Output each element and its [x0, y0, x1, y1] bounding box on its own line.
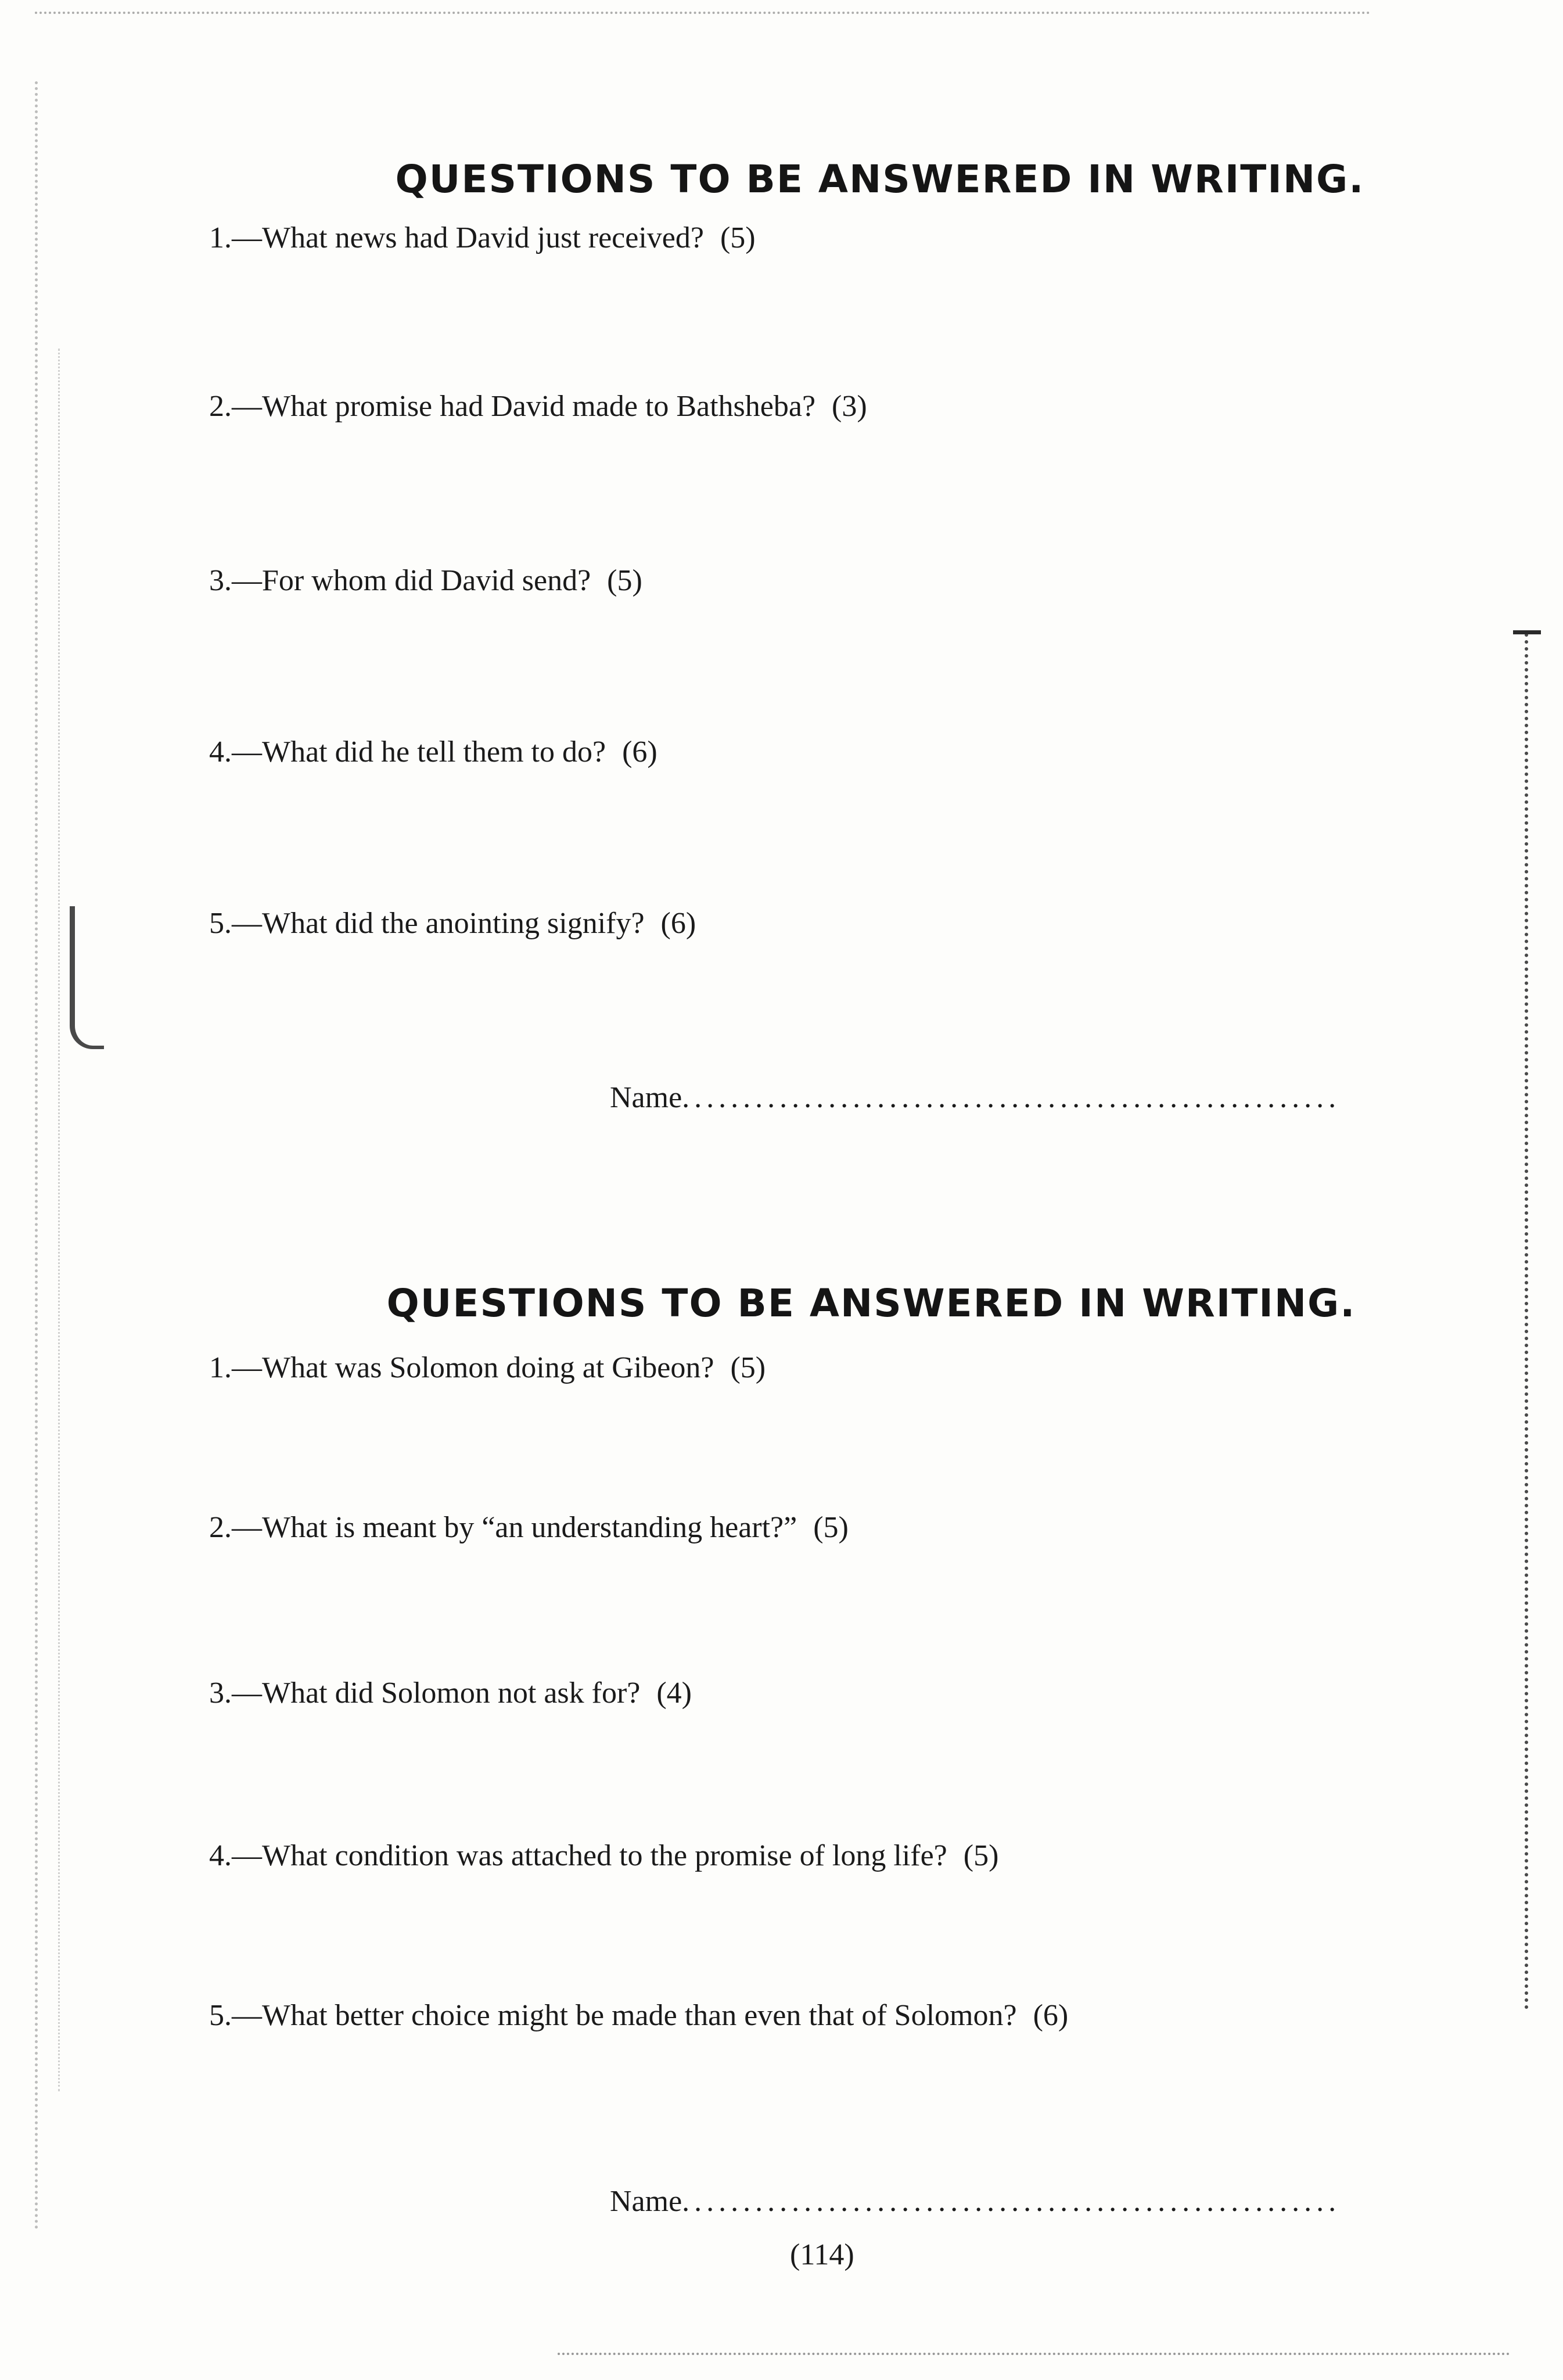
question-number: 5.	[209, 907, 232, 940]
question-item	[209, 221, 756, 255]
question-item	[209, 1676, 692, 1710]
side-margin-line	[1525, 633, 1535, 2010]
question-text: —What is meant by “an understanding heart?”	[232, 1511, 797, 1544]
question-marks: (3)	[832, 390, 867, 423]
name-dots: ......................................................	[682, 2185, 1341, 2218]
question-number: 1.	[209, 1351, 232, 1384]
question-text: —What better choice might be made than even that of Solomon?	[232, 1999, 1017, 2032]
scan-noise-left-inner	[58, 349, 77, 2091]
question-number: 1.	[209, 221, 232, 254]
name-label: Name	[610, 2185, 682, 2218]
question-marks: (5)	[607, 564, 642, 597]
question-number: 5.	[209, 1999, 232, 2032]
question-marks: (6)	[1033, 1999, 1069, 2032]
question-marks: (5)	[963, 1839, 999, 1872]
question-text: —What did he tell them to do?	[232, 735, 606, 769]
question-text: —What did the anointing signify?	[232, 907, 645, 940]
question-item	[209, 1998, 1068, 2033]
question-text: —What news had David just received?	[232, 221, 704, 254]
question-number: 3.	[209, 564, 232, 597]
question-item	[209, 1510, 849, 1545]
section-heading: QUESTIONS TO BE ANSWERED IN WRITING.	[386, 1281, 1356, 1326]
page-number: (114)	[790, 2238, 854, 2271]
question-marks: (6)	[622, 735, 657, 769]
question-number: 4.	[209, 1839, 232, 1872]
question-text: —What was Solomon doing at Gibeon?	[232, 1351, 714, 1384]
question-text: —What promise had David made to Bathsheba?	[232, 390, 816, 423]
bracket-mark	[70, 906, 104, 1049]
question-number: 4.	[209, 735, 232, 769]
question-text: —For whom did David send?	[232, 564, 591, 597]
question-item	[209, 735, 657, 769]
question-item	[209, 389, 867, 423]
question-item	[209, 1351, 766, 1385]
name-line[interactable]	[610, 1080, 1341, 1115]
name-line[interactable]	[610, 2184, 1341, 2219]
question-text: —What did Solomon not ask for?	[232, 1677, 641, 1710]
question-marks: (6)	[660, 907, 696, 940]
question-number: 3.	[209, 1677, 232, 1710]
question-number: 2.	[209, 1511, 232, 1544]
question-item	[209, 1839, 998, 1873]
question-item	[209, 906, 696, 940]
question-marks: (4)	[656, 1677, 692, 1710]
question-text: —What condition was attached to the promise of long life?	[232, 1839, 947, 1872]
name-label: Name	[610, 1081, 682, 1114]
name-dots: ......................................................	[682, 1081, 1341, 1114]
question-marks: (5)	[730, 1351, 766, 1384]
question-marks: (5)	[813, 1511, 849, 1544]
question-item	[209, 563, 642, 598]
scan-noise-bottom	[558, 2353, 1510, 2361]
question-marks: (5)	[720, 221, 756, 254]
question-number: 2.	[209, 390, 232, 423]
section-heading: QUESTIONS TO BE ANSWERED IN WRITING.	[395, 157, 1365, 202]
scan-noise-top	[35, 12, 1371, 49]
